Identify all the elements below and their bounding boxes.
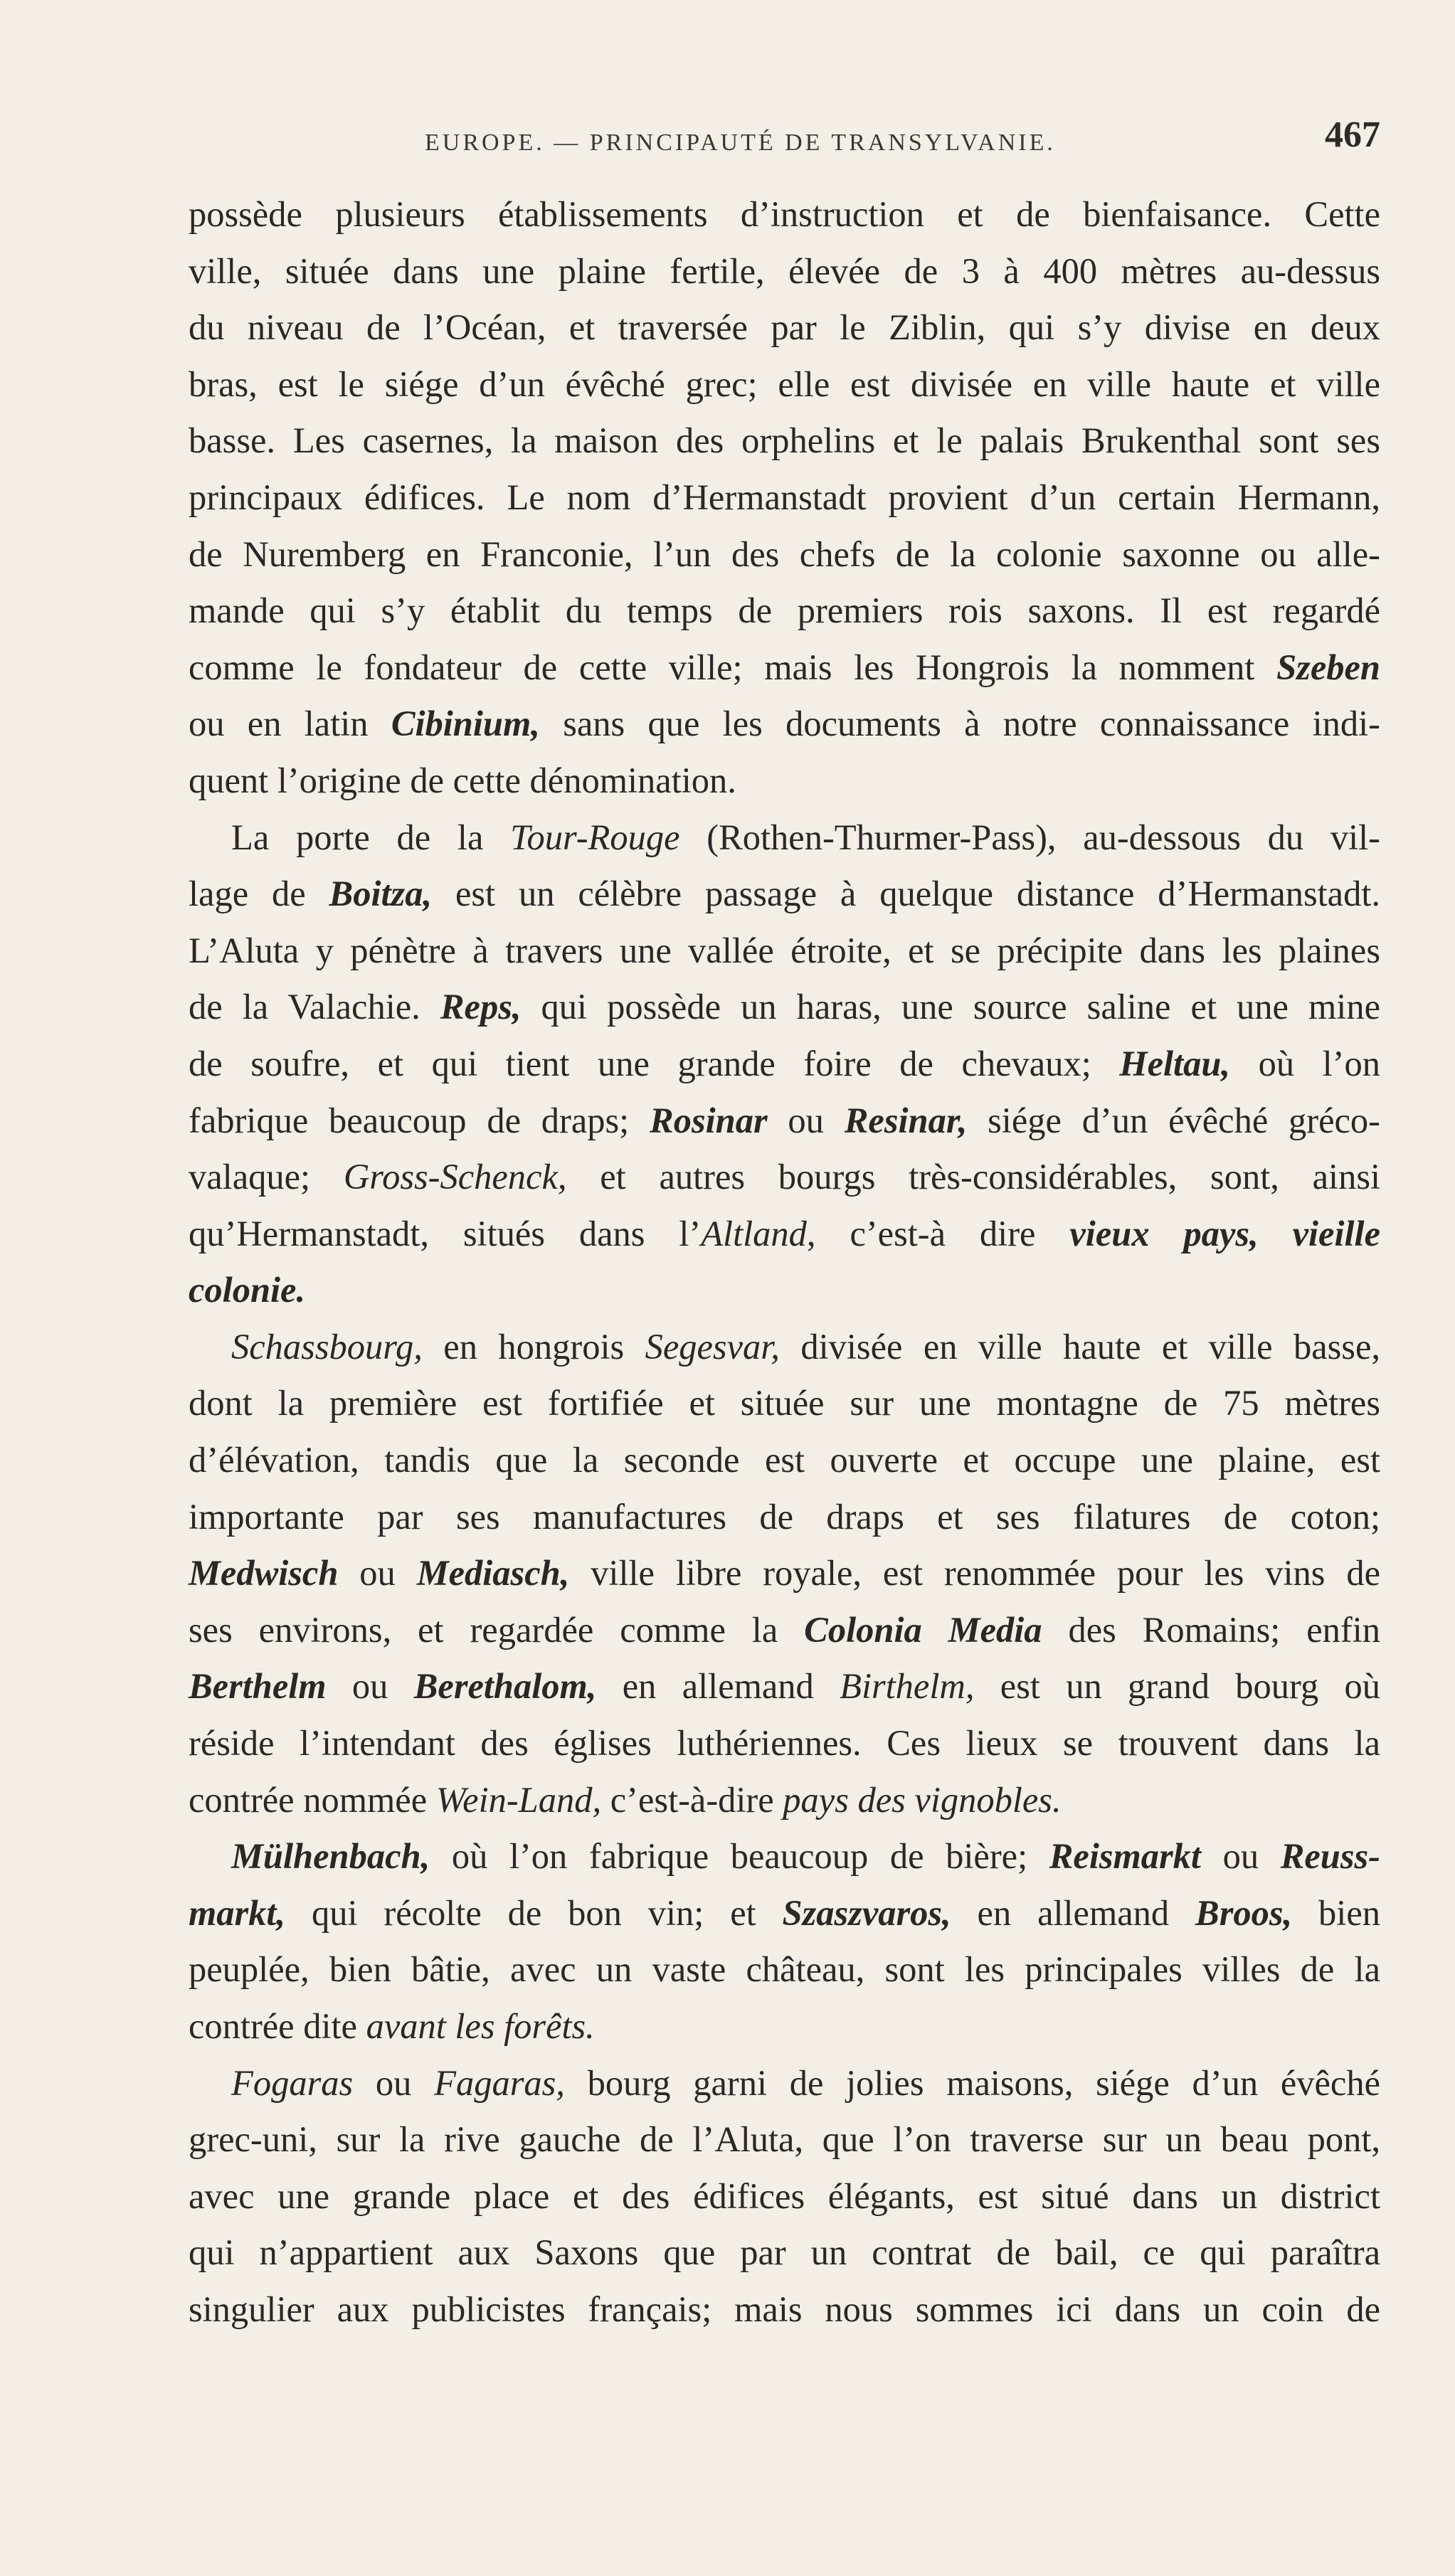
text-segment: Mediasch, (416, 1553, 570, 1594)
text-segment: L’Aluta y pénètre à travers une vallée étroite, et se précipite dans les plaines (189, 930, 1380, 970)
text-segment: Fogaras (231, 2062, 354, 2103)
text-segment: ou (326, 1666, 414, 1707)
text-segment: colonie. (189, 1270, 306, 1310)
text-segment: de soufre, et qui tient une grande foire de chevaux; (189, 1043, 1120, 1083)
text-segment: Szaszvaros, (782, 1892, 951, 1933)
text-segment: valaque; (189, 1157, 344, 1197)
text-segment: markt, (189, 1892, 286, 1933)
text-segment: , c’est-à dire (806, 1213, 1070, 1253)
text-line (189, 1658, 1380, 1715)
text-segment: ville, située dans une plaine fertile, élevée de 3 à 400 mètres au-dessus (189, 250, 1380, 291)
text-line (189, 1489, 1380, 1546)
text-segment: Rosinar (650, 1100, 768, 1140)
text-segment: ou (1200, 1836, 1281, 1877)
text-segment: et autres bourgs très-considérables, sont, ainsi (566, 1157, 1381, 1197)
text-segment: lage de (189, 874, 329, 914)
page-number: 467 (1325, 115, 1380, 155)
text-segment: Segesvar, (645, 1326, 780, 1367)
text-segment: quent l’origine de cette dénomination. (189, 760, 736, 800)
text-segment: Colonia Media (804, 1609, 1042, 1650)
text-line (189, 866, 1380, 923)
text-segment: avant les forêts. (366, 2006, 595, 2046)
text-segment: sans que les documents à notre connaissance indi- (539, 704, 1380, 744)
text-segment: fabrique beaucoup de draps; (189, 1100, 650, 1140)
text-segment: bras, est le siége d’un évêché grec; elle est divisée en ville haute et ville (189, 364, 1380, 404)
text-line (189, 583, 1380, 640)
text-line (189, 1602, 1380, 1659)
text-line (189, 1772, 1380, 1829)
text-segment: des Romains; enfin (1042, 1609, 1380, 1650)
text-segment: du niveau de l’Océan, et traversée par le Ziblin, qui s’y divise en deux (189, 307, 1380, 348)
text-segment: de la Valachie. (189, 987, 440, 1027)
text-segment: peuplée, bien bâtie, avec un vaste château, sont les principales villes de la (189, 1949, 1380, 1990)
text-segment: qui récolte de bon vin; et (285, 1892, 783, 1933)
text-segment: divisée en ville haute et ville basse, (779, 1326, 1380, 1367)
text-segment: ou en latin (189, 704, 391, 744)
text-line (189, 1941, 1380, 1998)
text-line (189, 1545, 1380, 1602)
text-line (189, 1375, 1380, 1432)
text-segment: comme le fondateur de cette ville; mais les Hongrois la nomment (189, 647, 1277, 687)
text-segment: Resinar, (844, 1100, 968, 1140)
text-segment: Boitza, (329, 874, 433, 914)
text-segment: mande qui s’y établit du temps de premiers rois saxons. Il est regardé (189, 590, 1380, 631)
text-segment: possède plusieurs établissements d’instruction et de bienfaisance. Cette (189, 194, 1380, 234)
text-segment: Cibinium, (391, 704, 540, 744)
text-segment: c’est-à-dire (601, 1779, 783, 1820)
text-segment: en hongrois (422, 1326, 645, 1367)
text-line (189, 1262, 1380, 1319)
text-segment: Berthelm (189, 1666, 327, 1707)
text-line (189, 186, 1380, 243)
text-line (189, 1828, 1380, 1885)
text-line (189, 1036, 1380, 1093)
text-line (189, 1319, 1380, 1376)
text-line (189, 923, 1380, 980)
text-segment: Szeben (1276, 647, 1380, 687)
text-line (189, 300, 1380, 356)
text-line (189, 1715, 1380, 1772)
text-segment: Reps, (440, 987, 522, 1027)
text-segment: de Nuremberg en Franconie, l’un des chefs de la colonie saxonne ou alle- (189, 534, 1380, 574)
text-segment: ou (767, 1100, 845, 1140)
text-segment: est un célèbre passage à quelque distance d’Hermanstadt. (432, 874, 1380, 914)
text-segment: qui n’appartient aux Saxons que par un contrat de bail, ce qui paraîtra (189, 2232, 1380, 2273)
text-segment: Wein-Land, (435, 1779, 602, 1820)
text-line (189, 413, 1380, 470)
text-segment: est un grand bourg où (974, 1666, 1381, 1707)
text-line (189, 243, 1380, 300)
text-segment: Gross-Schenck, (343, 1157, 567, 1197)
body-text (189, 186, 1380, 2338)
text-segment: en allemand (951, 1892, 1196, 1933)
text-segment: grec-uni, sur la rive gauche de l’Aluta, que l’on traverse sur un beau pont, (189, 2119, 1380, 2160)
text-line (189, 696, 1380, 753)
text-segment: Schassbourg, (231, 1326, 423, 1367)
text-line (189, 640, 1380, 696)
text-line (189, 470, 1380, 526)
text-line (189, 2055, 1380, 2112)
text-line (189, 810, 1380, 866)
text-segment: (Rothen-Thurmer-Pass), au-dessous du vil- (679, 817, 1380, 857)
text-segment: contrée nommée (189, 1779, 436, 1820)
text-line (189, 2111, 1380, 2168)
text-segment: Broos, (1195, 1892, 1293, 1933)
text-segment: Fagaras, (434, 2062, 565, 2103)
text-segment: ou (338, 1553, 417, 1594)
text-segment: Heltau, (1119, 1043, 1231, 1083)
text-line (189, 1206, 1380, 1263)
text-segment: dont la première est fortifiée et située sur une montagne de 75 mètres (189, 1383, 1380, 1424)
text-segment: Altland (701, 1213, 807, 1253)
text-segment: siége d’un évêché gréco- (967, 1100, 1380, 1140)
text-segment: Mülhenbach, (231, 1836, 430, 1877)
text-segment: Medwisch (189, 1553, 339, 1594)
text-segment: où l’on fabrique beaucoup de bière; (430, 1836, 1049, 1877)
text-segment: pays des vignobles. (783, 1779, 1062, 1820)
text-line (189, 526, 1380, 583)
text-segment: réside l’intendant des églises luthériennes. Ces lieux se trouvent dans la (189, 1723, 1380, 1764)
text-segment: La porte de la (231, 817, 511, 857)
text-segment: Tour-Rouge (510, 817, 680, 857)
text-segment: Reuss- (1280, 1836, 1380, 1877)
text-line (189, 2168, 1380, 2225)
text-line (189, 356, 1380, 413)
text-segment: vieux pays, vieille (1069, 1213, 1380, 1253)
text-segment: qui possède un haras, une source saline et une mine (521, 987, 1380, 1027)
text-line (189, 753, 1380, 810)
text-segment: en allemand (596, 1666, 840, 1707)
text-segment: d’élévation, tandis que la seconde est ouverte et occupe une plaine, est (189, 1440, 1380, 1480)
text-segment: singulier aux publicistes français; mais nous sommes ici dans un coin de (189, 2289, 1380, 2329)
running-title: EUROPE. — PRINCIPAUTÉ DE TRANSYLVANIE. (425, 129, 1056, 156)
text-segment: principaux édifices. Le nom d’Hermanstadt provient d’un certain Hermann, (189, 477, 1380, 517)
text-segment: ville libre royale, est renommée pour les vins de (569, 1553, 1380, 1594)
text-line (189, 2281, 1380, 2338)
text-segment: ses environs, et regardée comme la (189, 1609, 805, 1650)
text-segment: bien (1292, 1892, 1380, 1933)
text-segment: importante par ses manufactures de draps et ses filatures de coton; (189, 1496, 1380, 1537)
text-line (189, 1432, 1380, 1489)
text-segment: Berethalom, (413, 1666, 597, 1707)
text-line (189, 1093, 1380, 1150)
text-segment: bourg garni de jolies maisons, siége d’un évêché (564, 2062, 1380, 2103)
text-segment: basse. Les casernes, la maison des orphelins et le palais Brukenthal sont ses (189, 420, 1380, 461)
text-segment: contrée dite (189, 2006, 366, 2046)
text-line (189, 2225, 1380, 2281)
text-segment: avec une grande place et des édifices élégants, est situé dans un district (189, 2175, 1380, 2216)
text-segment: Reismarkt (1049, 1836, 1201, 1877)
text-segment: ou (353, 2062, 435, 2103)
text-line (189, 1149, 1380, 1206)
text-segment: qu’Hermanstadt, situés dans l’ (189, 1213, 702, 1253)
text-line (189, 1998, 1380, 2055)
text-line (189, 1885, 1380, 1942)
page-header (189, 114, 1380, 164)
text-segment: Birthelm, (840, 1666, 975, 1707)
text-line (189, 979, 1380, 1036)
text-segment: où l’on (1230, 1043, 1380, 1083)
